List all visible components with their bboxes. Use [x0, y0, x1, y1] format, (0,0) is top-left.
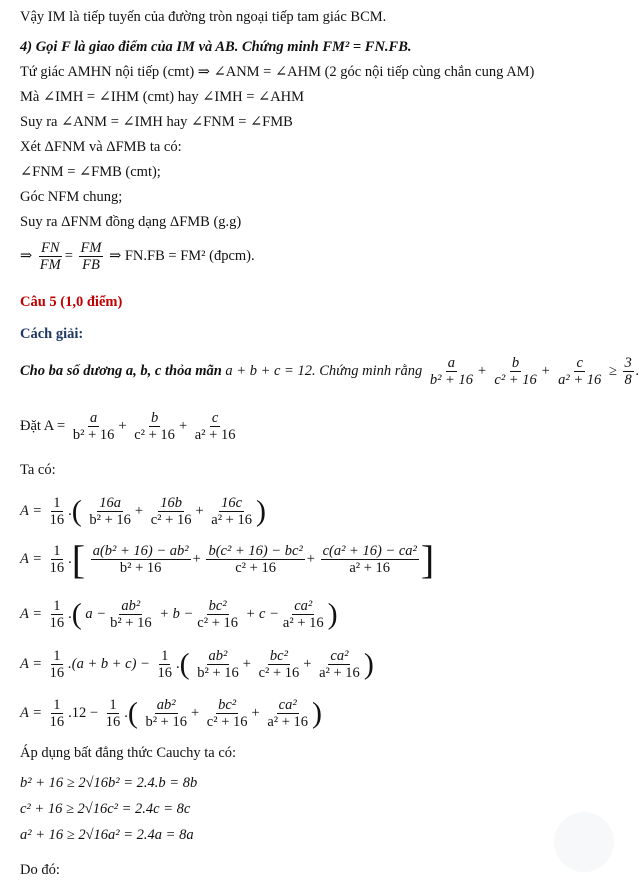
text-line: Mà ∠IMH = ∠IHM (cmt) hay ∠IMH = ∠AHM	[20, 89, 305, 105]
text-line: Suy ra ΔFNM đồng dạng ΔFMB (g.g)	[20, 214, 242, 230]
problem-statement: Cho ba số dương a, b, c thỏa mãn a + b + c = 12. Chứng minh rằng $\frac{a}{\text{b² + 16}}$ + $\frac{b}{\text{c² + 16}}$ + $\frac{c}{\text{a² + 16}}$ ≥ $\frac{3}{8}$	[20, 355, 632, 388]
text-line: Tứ giác AMHN nội tiếp (cmt) ⇒ ∠ANM = ∠AHM (2 góc nội tiếp cùng chắn cung AM)	[20, 64, 535, 80]
equation: A = $\frac{1}{16}$ .(a + b + c) − $\frac{1}{16}$ .( $\frac{\text{ab²}}{\text{b² + 16}}$ + $\frac{\text{bc²}}{\text{c² + 16}}$ + $\frac{\text{ca²}}{\text{a² + 16}}$ )	[20, 647, 374, 681]
text-line: Do đó:	[20, 862, 60, 878]
section-heading: Câu 5 (1,0 điểm)	[20, 294, 123, 310]
equation: a² + 16 ≥ 2√16a² = 2.4a = 8a	[20, 827, 194, 843]
text-line: Góc NFM chung;	[20, 189, 123, 205]
equation: A = $\frac{1}{16}$ .( $\frac{16a}{\text{b² + 16}}$ + $\frac{16b}{\text{c² + 16}}$ + $\frac{16c}{\text{a² + 16}}$ )	[20, 494, 266, 528]
section-subheading: Cách giải:	[20, 326, 84, 342]
equation: A = $\frac{1}{16}$ .[ $\frac{\text{a(b² + 16) − ab²}}{\text{b² + 16}}$ + $\frac{\text{b(c² + 16) − bc²}}{\text{c² + 16}}$ + $\frac{\text{c(a² + 16) − ca²}}{\text{a² + 16}}$ ]	[20, 536, 435, 582]
equation: A = $\frac{1}{16}$ .( a − $\frac{\text{ab²}}{\text{b² + 16}}$ + b − $\frac{\text{bc²}}{\text{c² + 16}}$ + c − $\frac{\text{ca²}}{\text{a² + 16}}$ )	[20, 597, 338, 631]
equation: Đặt A = $\frac{a}{\text{b² + 16}}$ + $\frac{b}{\text{c² + 16}}$ + $\frac{c}{\text{a² + 16}}$	[20, 410, 236, 443]
equation: A = $\frac{1}{16}$ .12 − $\frac{1}{16}$ .( $\frac{\text{ab²}}{\text{b² + 16}}$ + $\frac{\text{bc²}}{\text{c² + 16}}$ + $\frac{\text{ca²}}{\text{a² + 16}}$ )	[20, 696, 323, 730]
equation: b² + 16 ≥ 2√16b² = 2.4.b = 8b	[20, 775, 198, 791]
equation: c² + 16 ≥ 2√16c² = 2.4c = 8c	[20, 801, 191, 817]
watermark-logo	[554, 812, 614, 872]
text-line: Ta có:	[20, 462, 56, 478]
problem-statement: 4) Gọi F là giao điểm của IM và AB. Chứng minh FM² = FN.FB.	[20, 39, 412, 55]
text-line: Vậy IM là tiếp tuyến của đường tròn ngoại tiếp tam giác BCM.	[20, 9, 387, 25]
text-line: Áp dụng bất đẳng thức Cauchy ta có:	[20, 745, 237, 761]
text-line: Suy ra ∠ANM = ∠IMH hay ∠FNM = ∠FMB	[20, 114, 293, 130]
text-line: ∠FNM = ∠FMB (cmt);	[20, 164, 161, 180]
text-line: Xét ΔFNM và ΔFMB ta có:	[20, 139, 182, 155]
equation: ⇒ $\frac{FN}{FM}$ = $\frac{FM}{FB}$ ⇒ FN.FB = FM² (đpcm).	[20, 240, 255, 273]
